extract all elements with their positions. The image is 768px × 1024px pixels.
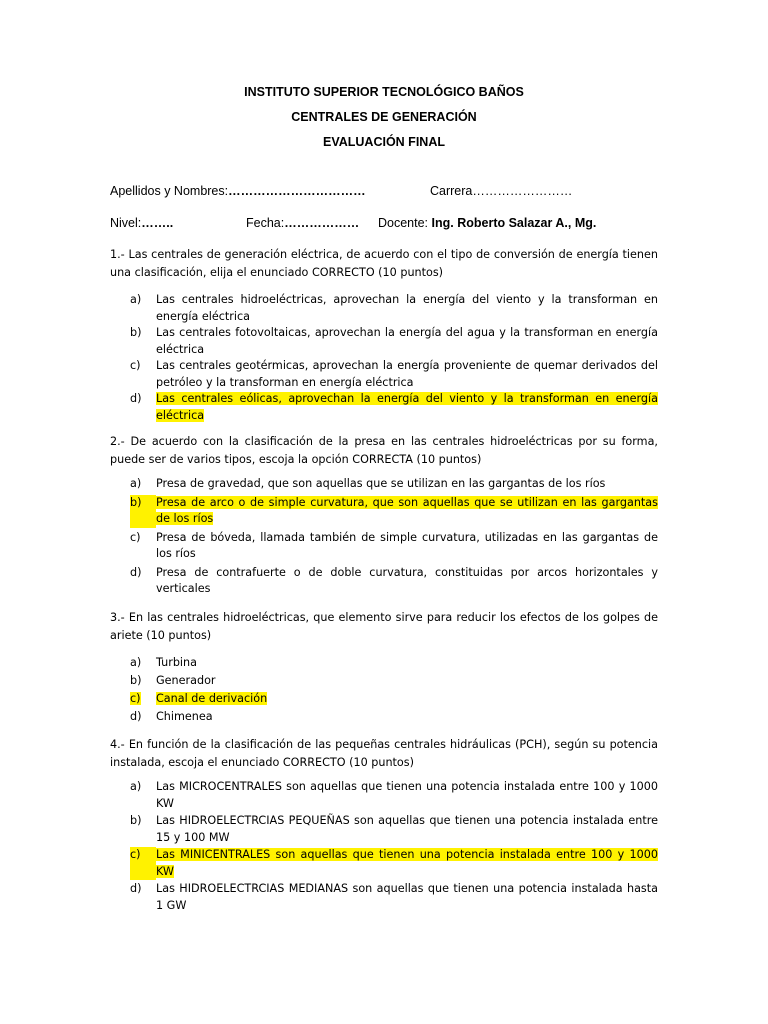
question-2: 2.- De acuerdo con la clasificación de la presa en las centrales hidroeléctricas por su forma, puede ser de varios tipos, escoja la opción CORRECTA (10 puntos) [110, 435, 658, 466]
date-field [246, 216, 359, 230]
option-3d[interactable] [130, 709, 658, 727]
career-field [430, 184, 572, 198]
option-text: Las HIDROELECTRCIAS MEDIANAS son aquellas que tienen una potencia instalada hasta 1 GW [156, 882, 658, 912]
option-text: Presa de contrafuerte o de doble curvatura, constituidas por arcos horizontales y verticales [156, 565, 658, 595]
option-text: Las centrales geotérmicas, aprovechan la energía proveniente de quemar derivados del petróleo y la transforman en energía eléctrica [156, 359, 658, 389]
option-3c[interactable] [130, 691, 658, 709]
option-text-highlighted: Canal de derivación [156, 692, 268, 705]
course-title: CENTRALES DE GENERACIÓN [291, 110, 477, 124]
option-letter: a) [130, 656, 142, 669]
option-text: Las HIDROELECTRCIAS PEQUEÑAS son aquellas que tienen una potencia instalada entre 15 y 100 MW [156, 814, 658, 844]
teacher-name: Ing. Roberto Salazar A., Mg. [431, 216, 597, 230]
option-text-highlighted: Las MINICENTRALES son aquellas que tienen una potencia instalada entre 100 y 1000 KW [156, 848, 658, 878]
option-1c[interactable] [130, 358, 658, 391]
option-text-highlighted: Presa de arco o de simple curvatura, que son aquellas que se utilizan en las gargantas de los ríos [156, 495, 658, 525]
option-letter: d) [130, 882, 142, 895]
question-4: 4.- En función de la clasificación de las pequeñas centrales hidráulicas (PCH), según su potencia instalada, escoja el enunciado CORRECTO (10 puntos) [110, 738, 658, 769]
option-text: Las centrales fotovoltaicas, aprovechan la energía del agua y la transforman en energía eléctrica [156, 326, 658, 356]
option-2d[interactable] [130, 565, 658, 598]
teacher-label: Docente: [378, 216, 429, 230]
question-1: 1.- Las centrales de generación eléctrica, de acuerdo con el tipo de conversión de energía tienen una clasificación, elija el enunciado CORRECTO (10 puntos) [110, 248, 658, 279]
level-field [110, 216, 173, 230]
option-letter: b) [130, 326, 142, 339]
level-dots: …….. [141, 216, 174, 230]
option-2a[interactable] [130, 476, 658, 493]
option-letter: b) [130, 674, 142, 687]
date-dots: ……………… [284, 216, 360, 230]
option-text: Presa de bóveda, llamada también de simple curvatura, utilizadas en las gargantas de los ríos [156, 530, 658, 560]
option-text: Las MICROCENTRALES son aquellas que tienen una potencia instalada entre 100 y 1000 KW [156, 780, 658, 810]
question-2-options [130, 476, 658, 598]
option-4a[interactable] [130, 779, 658, 812]
teacher-field [378, 216, 596, 230]
option-text: Generador [156, 674, 216, 687]
question-4-options [130, 779, 658, 914]
names-label: Apellidos y Nombres: [110, 184, 229, 198]
question-3-options [130, 655, 658, 727]
option-letter: d) [130, 710, 142, 723]
institute-title: INSTITUTO SUPERIOR TECNOLÓGICO BAÑOS [244, 85, 524, 99]
option-letter: d) [130, 565, 142, 579]
option-text: Presa de gravedad, que son aquellas que se utilizan en las gargantas de los ríos [156, 477, 606, 490]
names-dots: …………………………… [228, 184, 366, 198]
date-label: Fecha: [246, 216, 285, 230]
option-3a[interactable] [130, 655, 658, 673]
option-letter: b) [130, 814, 142, 827]
option-letter: c) [130, 847, 156, 880]
option-2c[interactable] [130, 530, 658, 563]
option-1d[interactable] [130, 391, 658, 424]
option-4c[interactable] [130, 847, 658, 880]
option-letter: b) [130, 495, 156, 528]
option-3b[interactable] [130, 673, 658, 691]
level-label: Nivel: [110, 216, 142, 230]
option-letter: d) [130, 392, 142, 405]
option-letter: c) [130, 692, 141, 705]
option-letter: c) [130, 530, 141, 544]
option-letter: c) [130, 359, 141, 372]
question-3: 3.- En las centrales hidroeléctricas, que elemento sirve para reducir los efectos de los golpes de ariete (10 puntos) [110, 611, 658, 642]
option-letter: a) [130, 293, 142, 306]
option-text-highlighted: Las centrales eólicas, aprovechan la energía del viento y la transforman en energía eléctrica [156, 392, 658, 422]
option-text: Las centrales hidroeléctricas, aprovechan la energía del viento y la transforman en energía eléctrica [156, 293, 658, 323]
option-4b[interactable] [130, 813, 658, 846]
exam-title: EVALUACIÓN FINAL [323, 135, 445, 149]
career-dots: …………………… [472, 184, 573, 198]
option-4d[interactable] [130, 881, 658, 914]
option-1a[interactable] [130, 292, 658, 325]
option-letter: a) [130, 477, 142, 490]
career-label: Carrera [430, 184, 473, 198]
option-2b[interactable] [130, 495, 658, 528]
option-1b[interactable] [130, 325, 658, 358]
names-field [110, 184, 366, 198]
option-text: Turbina [156, 656, 197, 669]
option-letter: a) [130, 780, 142, 793]
option-text: Chimenea [156, 710, 213, 723]
question-1-options [130, 292, 658, 424]
